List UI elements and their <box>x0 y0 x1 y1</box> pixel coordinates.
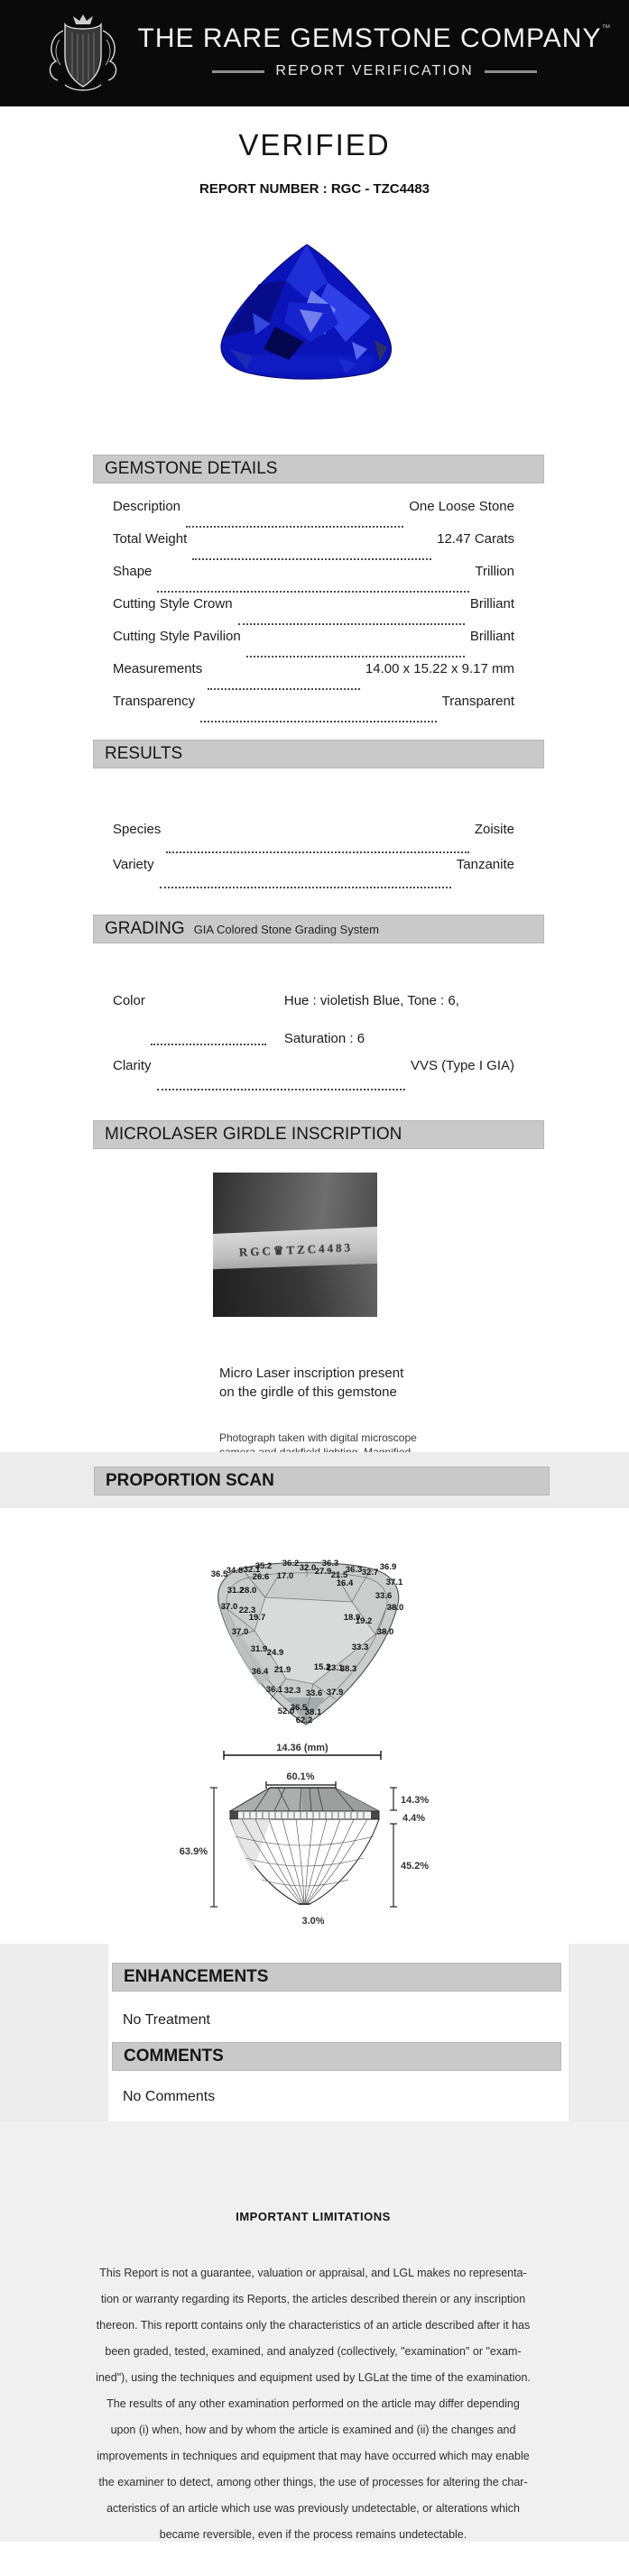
facet-angle-label: 32.1 <box>243 1565 261 1575</box>
result-value: Tanzanite <box>456 857 514 872</box>
dotted-leader <box>151 1044 266 1045</box>
color-label: Color <box>113 993 145 1008</box>
total-depth-dimension <box>210 1788 217 1907</box>
detail-label: Description <box>113 499 181 514</box>
facet-angle-label: 17.0 <box>276 1571 294 1581</box>
detail-value: 12.47 Carats <box>437 531 514 547</box>
limitations-line: thereon. This reportt contains only the characteristics of an article described after it has <box>96 2319 531 2332</box>
facet-angle-label: 52.0 <box>277 1707 295 1716</box>
section-bar-enhancements: ENHANCEMENTS <box>112 1963 561 1992</box>
facet-angle-label: 24.9 <box>266 1648 284 1658</box>
crest-crown <box>73 14 93 24</box>
comments-value: No Comments <box>123 2089 216 2104</box>
grading-system-subtitle: GIA Colored Stone Grading System <box>193 923 379 936</box>
company-crest-logo <box>42 13 125 96</box>
results-rows <box>113 822 514 892</box>
result-row <box>113 857 514 892</box>
dotted-leader <box>200 721 437 722</box>
facet-angle-label: 36.3 <box>345 1565 363 1575</box>
dotted-leader <box>166 851 468 853</box>
crown-dimension <box>390 1788 397 1907</box>
limitations-line: been graded, tested, examined, and analyzed (collectively, "examination" or "exam- <box>105 2345 522 2358</box>
section-bar-inscription: MICROLASER GIRDLE INSCRIPTION <box>93 1120 544 1149</box>
facet-angle-label: 31.9 <box>250 1644 268 1654</box>
facet-angle-label: 22.3 <box>238 1605 256 1615</box>
facet-angle-label: 33.6 <box>375 1591 393 1601</box>
facet-angle-label: 33.3 <box>351 1642 369 1652</box>
side-view <box>230 1788 379 1904</box>
result-label: Variety <box>113 857 154 872</box>
girdle-inscription-photo <box>213 1173 377 1317</box>
detail-value: Brilliant <box>469 629 514 644</box>
facet-angle-label: 27.9 <box>314 1567 332 1577</box>
dotted-leader <box>246 656 465 658</box>
facet-angle-label: 36.3 <box>321 1559 339 1569</box>
report-verification-subtitle-row <box>135 63 614 79</box>
section-bar-gemstone-details: GEMSTONE DETAILS <box>93 455 544 483</box>
facet-angle-label: 19.7 <box>248 1613 266 1623</box>
clarity-value: VVS (Type I GIA) <box>410 1058 514 1073</box>
detail-value: Trillion <box>475 564 514 579</box>
facet-angle-label: 38.0 <box>376 1627 394 1637</box>
limitations-line: This Report is not a guarantee, valuation or appraisal, and LGL makes no representa- <box>99 2267 527 2279</box>
left-dash-line <box>212 70 264 73</box>
dotted-leader <box>157 591 469 593</box>
report-verification-label: REPORT VERIFICATION <box>275 63 474 78</box>
header-text <box>135 0 614 106</box>
detail-label: Transparency <box>113 694 196 709</box>
facet-angle-label: 32.7 <box>361 1568 379 1578</box>
proportion-scan-diagram <box>93 1524 539 1939</box>
pavilion-pct-label: 45.2% <box>401 1861 430 1872</box>
detail-row <box>113 531 514 564</box>
photo-lower-region <box>213 1264 377 1317</box>
detail-label: Measurements <box>113 661 203 676</box>
limitations-line: tion or warranty regarding its Reports, the articles described therein or any inscription <box>100 2293 526 2305</box>
facet-angle-label: 18.9 <box>343 1613 361 1623</box>
facet-angle-label: 16.4 <box>336 1578 354 1588</box>
detail-value: Brilliant <box>469 596 514 612</box>
detail-row <box>113 596 514 629</box>
detail-row <box>113 499 514 531</box>
facet-angle-label: 34.8 <box>226 1566 244 1576</box>
facet-angle-label: 21.5 <box>330 1570 348 1580</box>
dotted-leader <box>192 558 431 560</box>
right-margin <box>569 1944 629 2121</box>
facet-angle-label: 37.0 <box>231 1627 249 1637</box>
detail-label: Shape <box>113 564 153 579</box>
section-bar-comments: COMMENTS <box>112 2042 561 2071</box>
facet-angle-label: 33.6 <box>305 1688 323 1698</box>
facet-angle-label: 28.0 <box>239 1586 257 1596</box>
limitations-line: The results of any other examination performed on the article may differ depending <box>106 2397 520 2410</box>
verified-status: VERIFIED <box>238 128 391 161</box>
facet-angle-label: 36.5 <box>210 1569 228 1579</box>
clarity-label: Clarity <box>113 1058 152 1073</box>
grading-clarity-row <box>113 1058 514 1094</box>
limitations-line: became reversible, even if the process remains undetectable. <box>159 2528 467 2541</box>
detail-label: Cutting Style Crown <box>113 596 233 612</box>
facet-angle-label: 31.2 <box>227 1586 245 1596</box>
facet-angle-label: 38.0 <box>386 1603 404 1613</box>
report-number: REPORT NUMBER : RGC - TZC4483 <box>199 181 430 197</box>
limitations-line: the examiner to detect, among other things, the use of processes for altering the char- <box>98 2476 528 2489</box>
facet-angle-label: 36.2 <box>282 1559 300 1569</box>
limitations-line: ined"), using the techniques and equipment used by LGLat the time of the examination. <box>96 2371 531 2384</box>
detail-label: Total Weight <box>113 531 188 547</box>
laser-inscription-text: RGC♛TZC4483 <box>238 1240 354 1259</box>
trademark-symbol: ™ <box>601 23 612 33</box>
detail-row <box>113 661 514 694</box>
dotted-leader <box>208 688 360 690</box>
facet-angle-label: 32.3 <box>283 1686 301 1696</box>
dotted-leader <box>186 526 403 528</box>
detail-label: Cutting Style Pavilion <box>113 629 241 644</box>
photo-note: Photograph taken with digital microscope <box>219 1431 417 1444</box>
detail-value: Transparent <box>441 694 514 709</box>
detail-row <box>113 564 514 596</box>
limitations-line: improvements in techniques and equipment that may have occurred which may enable <box>97 2450 530 2462</box>
facet-angle-label: 37.1 <box>385 1578 403 1587</box>
section-bar-proportion-scan: PROPORTION SCAN <box>94 1467 550 1495</box>
detail-value: One Loose Stone <box>409 499 514 514</box>
result-value: Zoisite <box>474 822 514 837</box>
scale-label: 14.36 (mm) <box>276 1743 328 1753</box>
facet-angle-label: 38.3 <box>339 1664 357 1674</box>
detail-row <box>113 694 514 726</box>
dotted-leader <box>157 1089 405 1090</box>
dotted-leader <box>160 887 451 888</box>
facet-angle-label: 21.9 <box>273 1665 291 1675</box>
enhancements-value: No Treatment <box>123 2012 210 2028</box>
facet-angle-label: 36.1 <box>265 1685 283 1695</box>
limitations-line: acteristics of an article which use was previously undetectable, or alterations which <box>106 2502 520 2515</box>
detail-row <box>113 629 514 661</box>
facet-angle-label: 15.2 <box>313 1662 331 1672</box>
inscription-caption: Micro Laser inscription present on the girdle of this gemstone <box>219 1366 404 1400</box>
gemstone-details-rows <box>113 499 514 726</box>
facet-angle-label: 32.0 <box>299 1563 317 1573</box>
facet-angle-label: 23.1 <box>326 1663 344 1673</box>
facet-angle-label: 36.4 <box>251 1667 269 1677</box>
detail-value: 14.00 x 15.22 x 9.17 mm <box>365 661 514 676</box>
facet-angle-label: 62.2 <box>295 1716 313 1725</box>
total-depth-label: 63.9% <box>179 1846 208 1857</box>
header <box>0 0 629 106</box>
grading-color-row <box>113 982 514 1058</box>
result-row <box>113 822 514 857</box>
left-margin <box>0 1944 108 2121</box>
dotted-leader <box>238 623 465 625</box>
section-bar-grading: GRADING GIA Colored Stone Grading System <box>93 915 544 943</box>
facet-angle-label: 38.1 <box>304 1707 322 1717</box>
limitations-text <box>88 2260 538 2548</box>
result-label: Species <box>113 822 162 837</box>
facet-angle-label: 35.2 <box>254 1561 273 1571</box>
right-dash-line <box>485 70 537 73</box>
gemstone-photo <box>203 240 411 417</box>
facet-angle-label: 36.5 <box>290 1703 308 1713</box>
limitations-title: IMPORTANT LIMITATIONS <box>236 2210 391 2223</box>
facet-angle-label: 36.9 <box>379 1562 397 1572</box>
top-view-outline <box>211 1559 404 1725</box>
limitations-line: upon (i) when, how and by whom the article is examined and (ii) the changes and <box>110 2424 516 2436</box>
facet-angle-label: 37.0 <box>220 1602 238 1612</box>
color-value: Hue : violetish Blue, Tone : 6, Saturation : 6 <box>283 993 459 1046</box>
culet-pct-label: 3.0% <box>301 1916 325 1927</box>
facet-angle-label: 37.9 <box>326 1688 344 1697</box>
facet-angle-label: 26.6 <box>252 1572 270 1582</box>
girdle-pct-label: 4.4% <box>402 1813 426 1824</box>
company-name: THE RARE GEMSTONE COMPANY™ <box>137 23 612 53</box>
crown-pct-label: 14.3% <box>401 1795 430 1806</box>
facet-angle-label: 19.2 <box>355 1616 373 1626</box>
table-pct-label: 60.1% <box>286 1771 315 1782</box>
section-bar-results: RESULTS <box>93 740 544 768</box>
